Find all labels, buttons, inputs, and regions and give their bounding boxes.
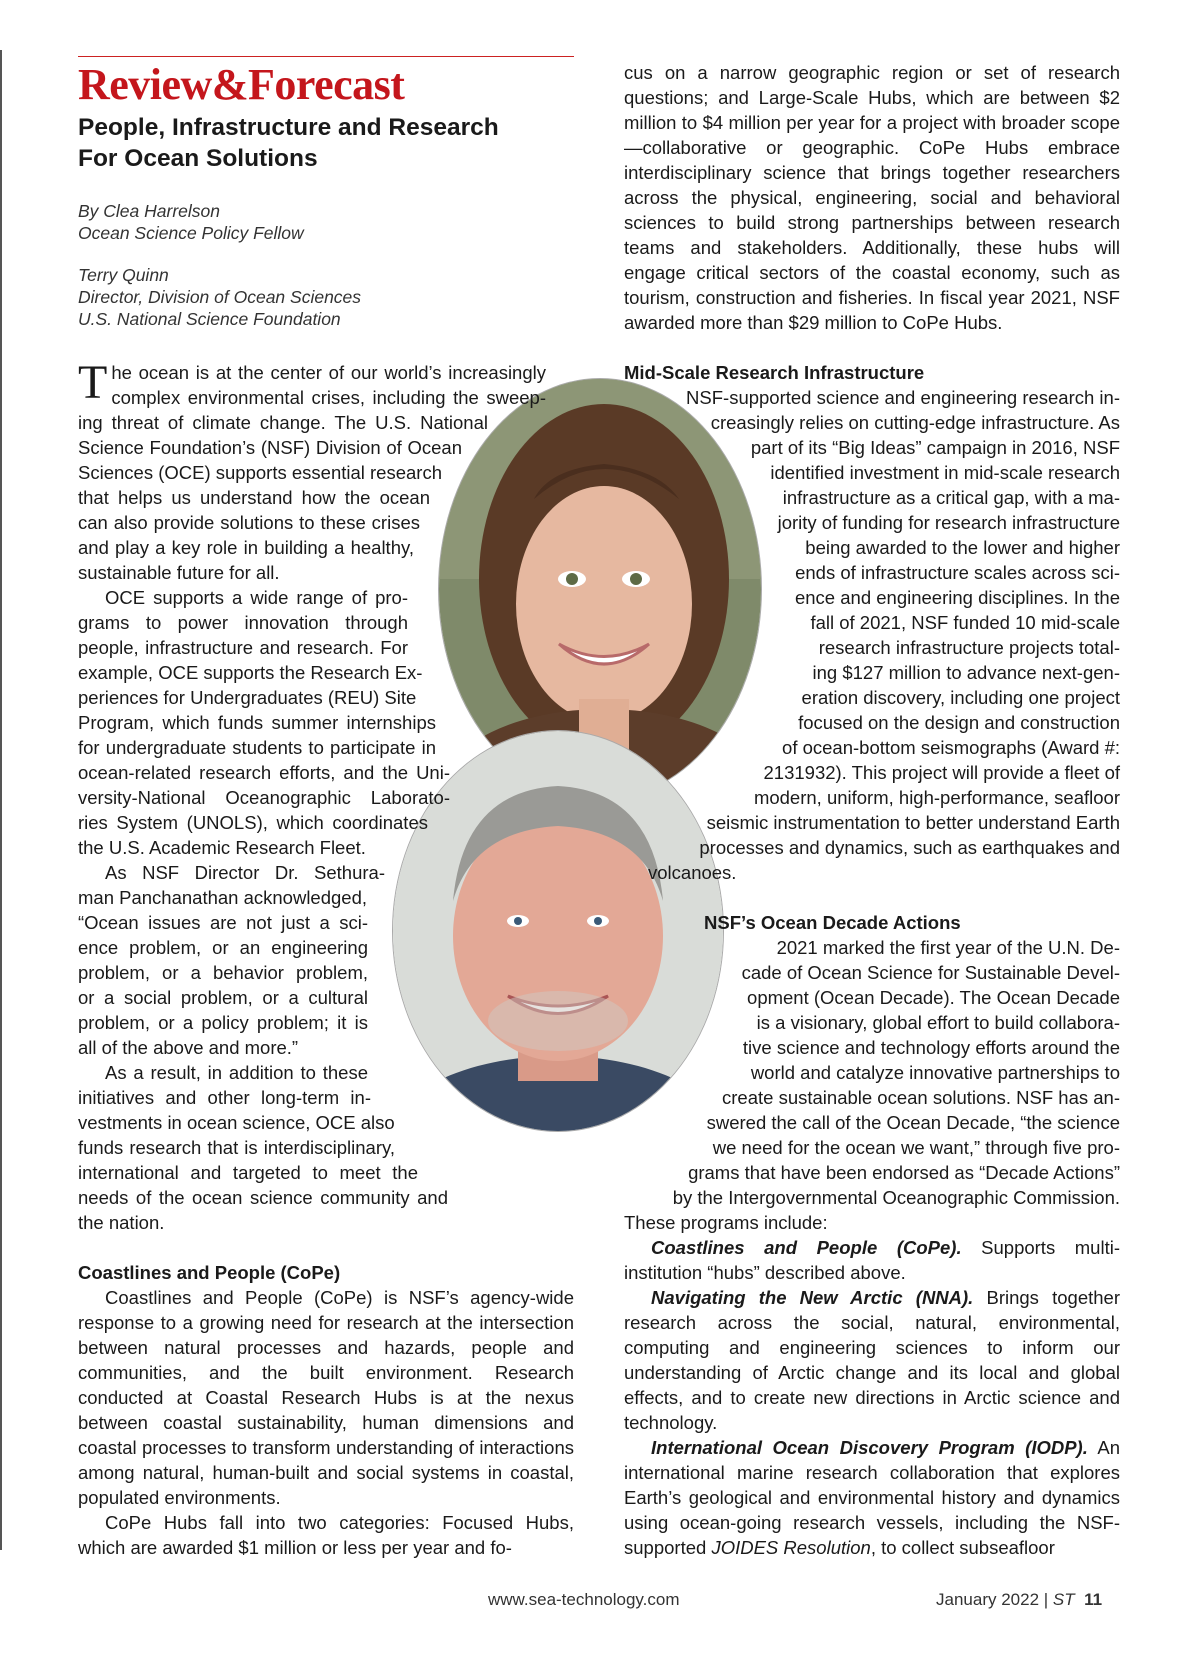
author-1-name: By Clea Harrelson [78, 201, 220, 221]
paragraph-4 [78, 1060, 574, 1235]
text-line: periences for Undergraduates (REU) Site [78, 687, 417, 708]
text-line: creasingly relies on cutting-edge infrastructure. As [710, 412, 1120, 433]
cope-paragraph-2: CoPe Hubs fall into two categories: Focused Hubs, which are awarded $1 million or less per year and fo- [78, 1512, 574, 1558]
text-line: tive science and technology efforts around the [742, 1037, 1120, 1058]
text-line: swered the call of the Ocean Decade, “the science [706, 1112, 1120, 1133]
footer-date: January 2022 [936, 1590, 1040, 1609]
text-line: grams that have been endorsed as “Decade Actions” [688, 1162, 1120, 1183]
text-line: modern, uniform, high-performance, seafloor [753, 787, 1120, 808]
headline-line-1: People, Infrastructure and Research [78, 114, 499, 141]
text-line: all of the above and more.” [78, 1037, 299, 1058]
cope-heading: Coastlines and People (CoPe) [78, 1262, 341, 1283]
left-column [78, 60, 574, 1560]
right-paragraph-continued: cus on a narrow geographic region or set of research questions; and Large-Scale Hubs, which are between $2 million to $4 million per year for a project with broader scope—collaborative or geographic. CoPe Hubs embrace interdisciplinary science that brings together researchers across the physical, engineering, social and behavioral sciences to build strong partnerships between research teams and stakeholders. Additionally, these hubs will engage critical sectors of the coastal economy, such as tourism, construction and fisheries. In fiscal year 2021, NSF awarded more than $29 million to CoPe Hubs. [624, 62, 1120, 333]
author-2-title: Director, Division of Ocean Sciences [78, 287, 362, 307]
text-line: sustainable future for all. [78, 562, 280, 583]
cope-paragraph-1: Coastlines and People (CoPe) is NSF’s agency-wide response to a growing need for research at the intersection between natural processes and hazards, people and communities, and the built environment. Research conducted at Coastal Research Hubs is at the nexus between coastal sustainability, human dimensions and coastal processes to transform understanding of interactions among natural, human-built and social systems in coastal, populated environments. [78, 1287, 574, 1508]
author-2-name: Terry Quinn [78, 265, 169, 285]
item-iodp-lead: International Ocean Discovery Program (IODP). [651, 1437, 1088, 1458]
paragraph-1 [78, 356, 574, 585]
text-line: seismic instrumentation to better understand Earth [706, 812, 1120, 833]
text-line: complex environmental crises, including the sweep- [111, 387, 546, 408]
text-line: opment (Ocean Decade). The Ocean Decade [747, 987, 1120, 1008]
page-binding-line [0, 50, 2, 1550]
text-line: for undergraduate students to participate in [78, 737, 436, 758]
text-line: initiatives and other long-term in- [78, 1087, 371, 1108]
msri-paragraph [624, 385, 1120, 885]
text-line: or a social problem, or a cultural [78, 987, 368, 1008]
text-line: can also provide solutions to these crises [78, 512, 420, 533]
text-line: jority of funding for research infrastructure [777, 512, 1120, 533]
text-line: create sustainable ocean solutions. NSF has an- [722, 1087, 1120, 1108]
text-line: by the Intergovernmental Oceanographic Commission. [672, 1187, 1120, 1208]
text-line: 2021 marked the first year of the U.N. De- [776, 937, 1120, 958]
text-line: fall of 2021, NSF funded 10 mid-scale [810, 612, 1120, 633]
author-2-org: U.S. National Science Foundation [78, 309, 341, 329]
text-line: people, infrastructure and research. For [78, 637, 408, 658]
text-line: “Ocean issues are not just a sci- [78, 912, 368, 933]
text-line: funds research that is interdisciplinary, [78, 1137, 395, 1158]
text-line: ing threat of climate change. The U.S. National [78, 412, 488, 433]
text-line: and play a key role in building a healthy, [78, 537, 414, 558]
text-line: As a result, in addition to these [105, 1062, 368, 1083]
text-line: cade of Ocean Science for Sustainable Devel- [741, 962, 1120, 983]
text-line: ends of infrastructure scales across sci- [795, 562, 1120, 583]
byline-author-2 [78, 264, 574, 330]
text-line: international and targeted to meet the [78, 1162, 418, 1183]
headline [78, 112, 574, 174]
page-number: 11 [1084, 1590, 1103, 1609]
text-line: ence problem, or an engineering [78, 937, 368, 958]
item-nna [624, 1285, 1120, 1435]
item-cope [624, 1235, 1120, 1285]
item-iodp-tail: , to collect subseafloor [870, 1537, 1055, 1558]
author-1-title: Ocean Science Policy Fellow [78, 223, 304, 243]
text-line: the U.S. Academic Research Fleet. [78, 837, 366, 858]
intro-paragraph [78, 356, 574, 585]
text-line: identified investment in mid-scale research [770, 462, 1120, 483]
text-line: grams to power innovation through [78, 612, 408, 633]
text-line: research infrastructure projects total- [818, 637, 1120, 658]
text-line: focused on the design and construction [798, 712, 1120, 733]
text-line: the nation. [78, 1212, 165, 1233]
text-line: problem, or a policy problem; it is [78, 1012, 368, 1033]
text-line: ence and engineering disciplines. In the [794, 587, 1120, 608]
paragraph-2 [78, 585, 574, 860]
text-line: 2131932). This project will provide a fleet of [763, 762, 1120, 783]
item-cope-lead: Coastlines and People (CoPe). [651, 1237, 962, 1258]
text-line: volcanoes. [648, 862, 737, 883]
text-line: vestments in ocean science, OCE also [78, 1112, 395, 1133]
text-line: As NSF Director Dr. Sethura- [105, 862, 385, 883]
text-line: is a visionary, global effort to build collabora- [756, 1012, 1120, 1033]
text-line: we need for the ocean we want,” through five pro- [712, 1137, 1120, 1158]
item-iodp-text: An international marine research collaboration that explores Earth’s geological and environmental history and dynamics using ocean-going research vessels, including the NSF-supported [624, 1437, 1121, 1558]
text-line: processes and dynamics, such as earthquakes and [699, 837, 1120, 858]
text-line: ing $127 million to advance next-gen- [812, 662, 1120, 683]
footer-url: www.sea-technology.com [488, 1590, 680, 1609]
headline-line-2: For Ocean Solutions [78, 145, 318, 172]
text-line: man Panchanathan acknowledged, [78, 887, 368, 908]
footer-issue [936, 1590, 1102, 1610]
msri-heading: Mid-Scale Research Infrastructure [624, 362, 925, 383]
text-line: Sciences (OCE) supports essential research [78, 462, 442, 483]
text-line: Program, which funds summer internships [78, 712, 436, 733]
decade-heading: NSF’s Ocean Decade Actions [704, 912, 961, 933]
text-line: of ocean-bottom seismographs (Award #: [782, 737, 1120, 758]
item-nna-lead: Navigating the New Arctic (NNA). [651, 1287, 974, 1308]
decade-paragraph [624, 935, 1120, 1235]
right-column [624, 60, 1120, 1560]
text-line: infrastructure as a critical gap, with a ma- [782, 487, 1120, 508]
item-cope-text: Supports multi-institution “hubs” described above. [624, 1237, 1120, 1283]
text-line: OCE supports a wide range of pro- [105, 587, 408, 608]
paragraph-3 [78, 860, 574, 1060]
text-line: that helps us understand how the ocean [78, 487, 430, 508]
text-line: eration discovery, including one project [801, 687, 1120, 708]
text-line: problem, or a behavior problem, [78, 962, 368, 983]
masthead-rule [78, 56, 574, 57]
item-iodp-vessel: JOIDES Resolution [711, 1537, 871, 1558]
text-line: he ocean is at the center of our world’s increasingly [111, 362, 546, 383]
text-line: example, OCE supports the Research Ex- [78, 662, 423, 683]
text-line: ocean-related research efforts, and the Uni- [78, 762, 450, 783]
masthead: Review&Forecast [78, 60, 405, 109]
text-line: being awarded to the lower and higher [805, 537, 1120, 558]
text-line: These programs include: [624, 1212, 828, 1233]
text-line: world and catalyze innovative partnerships to [750, 1062, 1120, 1083]
text-line: Science Foundation’s (NSF) Division of Ocean [78, 437, 462, 458]
drop-cap: T [78, 356, 108, 409]
byline-author-1 [78, 200, 574, 244]
text-line: ries System (UNOLS), which coordinates [78, 812, 428, 833]
text-line: versity-National Oceanographic Laborato- [78, 787, 450, 808]
footer-mag: ST [1052, 1590, 1075, 1609]
footer-sep: | [1043, 1590, 1049, 1609]
item-iodp [624, 1435, 1120, 1560]
text-line: needs of the ocean science community and [78, 1187, 448, 1208]
text-line: NSF-supported science and engineering research in- [686, 387, 1120, 408]
text-line: part of its “Big Ideas” campaign in 2016, NSF [750, 437, 1120, 458]
item-nna-text: Brings together research across the social, natural, environmental, computing and engineering sciences to inform our understanding of Arctic change and its local and global effects, and to create new directions in Arctic science and technology. [624, 1287, 1120, 1433]
